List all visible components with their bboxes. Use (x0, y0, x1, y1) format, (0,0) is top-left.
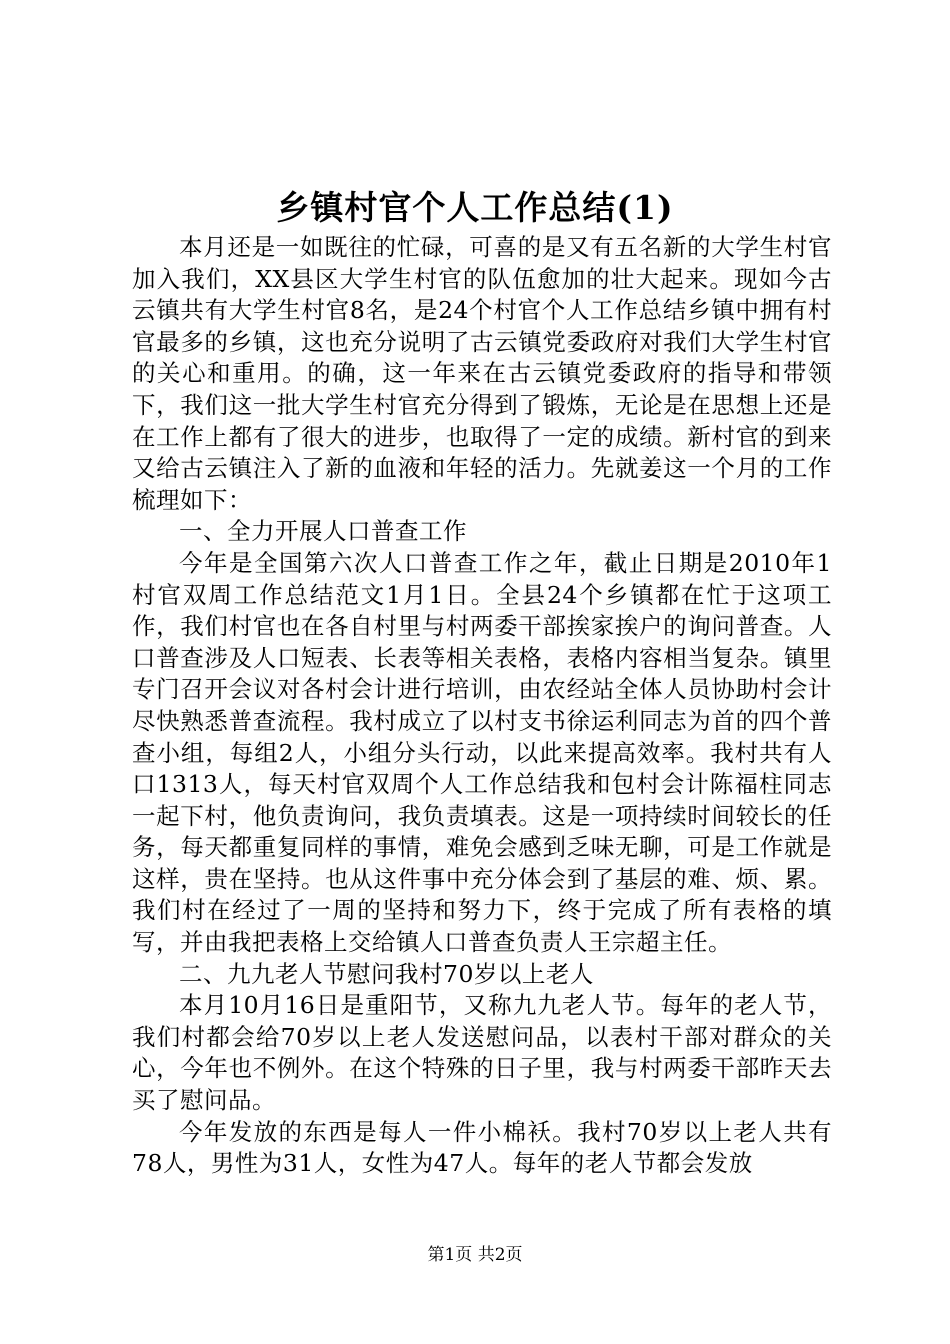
paragraph-intro: 本月还是一如既往的忙碌，可喜的是又有五名新的大学生村官加入我们，XX县区大学生村官的队伍愈加的壮大起来。现如今古云镇共有大学生村官8名，是24个村官个人工作总结乡镇中拥有村官最多的乡镇，这也充分说明了古云镇党委政府对我们大学生村官的关心和重用。的确，这一年来在古云镇党委政府的指导和带领下，我们这一批大学生村官充分得到了锻炼，无论是在思想上还是在工作上都有了很大的进步，也取得了一定的成绩。新村官的到来又给古云镇注入了新的血液和年轻的活力。先就姜这一个月的工作梳理如下： (132, 233, 832, 514)
section-heading-1: 一、全力开展人口普查工作 (179, 517, 467, 546)
paragraph-gifts: 今年发放的东西是每人一件小棉袄。我村70岁以上老人共有78人，男性为31人，女性为47人。每年的老人节都会发放 (132, 1117, 832, 1178)
document-title: 乡镇村官个人工作总结(1) (276, 188, 674, 227)
paragraph-census: 今年是全国第六次人口普查工作之年，截止日期是2010年1村官双周工作总结范文1月1日。全县24个乡镇都在忙于这项工作，我们村官也在各自村里与村两委干部挨家挨户的询问普查。人口普查涉及人口短表、长表等相关表格，表格内容相当复杂。镇里专门召开会议对各村会计进行培训，由农经站全体人员协助村会计尽快熟悉普查流程。我村成立了以村支书徐运利同志为首的四个普查小组，每组2人，小组分头行动，以此来提高效率。我村共有人口1313人，每天村官双周个人工作总结我和包村会计陈福柱同志一起下村，他负责询问，我负责填表。这是一项持续时间较长的任务，每天都重复同样的事情，难免会感到乏味无聊，可是工作就是这样，贵在坚持。也从这件事中充分体会到了基层的难、烦、累。我们村在经过了一周的坚持和努力下，终于完成了所有表格的填写，并由我把表格上交给镇人口普查负责人王宗超主任。 (132, 548, 832, 957)
section-heading-2: 二、九九老人节慰问我村70岁以上老人 (179, 959, 594, 988)
document-body (132, 232, 832, 1180)
paragraph-festival: 本月10月16日是重阳节，又称九九老人节。每年的老人节，我们村都会给70岁以上老人发送慰问品，以表村干部对群众的关心，今年也不例外。在这个特殊的日子里，我与村两委干部昨天去买了慰问品。 (132, 991, 832, 1115)
page-footer: 第1页 共2页 (427, 1245, 523, 1265)
